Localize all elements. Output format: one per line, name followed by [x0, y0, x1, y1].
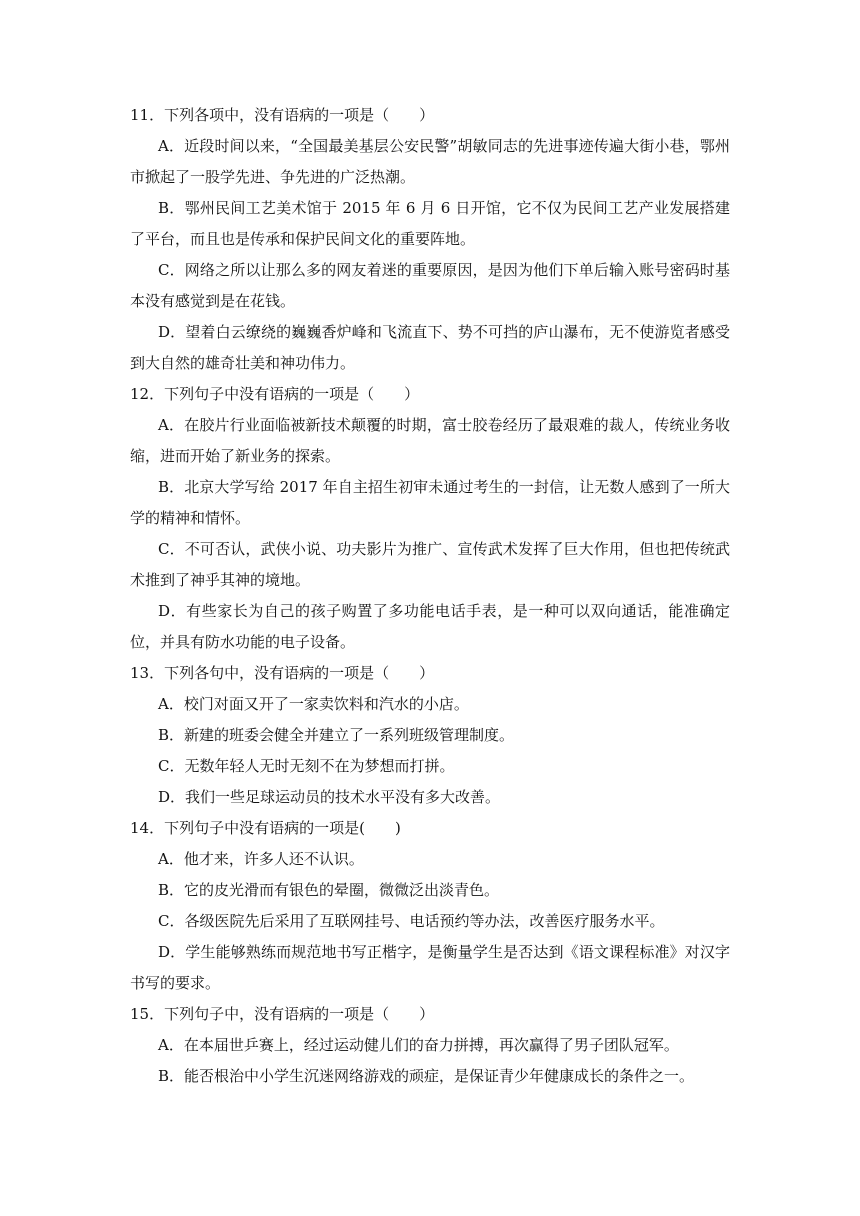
option-d: D．有些家长为自己的孩子购置了多功能电话手表，是一种可以双向通话，能准确定位，并具有防水功能的电子设备。 — [130, 602, 730, 651]
question-15 — [130, 999, 730, 1092]
question-stem: 12．下列句子中没有语病的一项是（ ） — [130, 385, 420, 403]
option-c: C．网络之所以让那么多的网友着迷的重要原因，是因为他们下单后输入账号密码时基本没有感觉到是在花钱。 — [130, 261, 730, 310]
option-d: D．望着白云缭绕的巍巍香炉峰和飞流直下、势不可挡的庐山瀑布，无不使游览者感受到大自然的雄奇壮美和神功伟力。 — [130, 323, 730, 372]
option-b: B．鄂州民间工艺美术馆于 2015 年 6 月 6 日开馆，它不仅为民间工艺产业发展搭建了平台，而且也是传承和保护民间文化的重要阵地。 — [130, 199, 730, 248]
question-14 — [130, 813, 730, 999]
document-page — [130, 100, 730, 1092]
option-a: A．近段时间以来，“全国最美基层公安民警”胡敏同志的先进事迹传遍大街小巷，鄂州市掀起了一股学先进、争先进的广泛热潮。 — [130, 137, 730, 186]
option-c: C．无数年轻人无时无刻不在为梦想而打拼。 — [158, 757, 455, 775]
option-c: C．各级医院先后采用了互联网挂号、电话预约等办法，改善医疗服务水平。 — [158, 912, 665, 930]
option-b: B．新建的班委会健全并建立了一系列班级管理制度。 — [158, 726, 515, 744]
option-b: B．它的皮光滑而有银色的晕圈，微微泛出淡青色。 — [158, 881, 500, 899]
option-d: D．学生能够熟练而规范地书写正楷字，是衡量学生是否达到《语文课程标准》对汉字书写的要求。 — [130, 943, 730, 992]
option-b: B．能否根治中小学生沉迷网络游戏的顽症，是保证青少年健康成长的条件之一。 — [158, 1067, 695, 1085]
option-a: A．在胶片行业面临被新技术颠覆的时期，富士胶卷经历了最艰难的裁人，传统业务收缩，进而开始了新业务的探索。 — [130, 416, 730, 465]
option-b: B．北京大学写给 2017 年自主招生初审未通过考生的一封信，让无数人感到了一所大学的精神和情怀。 — [130, 478, 730, 527]
question-12 — [130, 379, 730, 658]
question-stem: 11．下列各项中，没有语病的一项是（ ） — [130, 106, 435, 124]
option-a: A．他才来，许多人还不认识。 — [158, 850, 364, 868]
option-d: D．我们一些足球运动员的技术水平没有多大改善。 — [158, 788, 501, 806]
option-a: A．在本届世乒赛上，经过运动健儿们的奋力拼搏，再次赢得了男子团队冠军。 — [158, 1036, 679, 1054]
option-c: C．不可否认，武侠小说、功夫影片为推广、宣传武术发挥了巨大作用，但也把传统武术推到了神乎其神的境地。 — [130, 540, 730, 589]
question-stem: 14．下列句子中没有语病的一项是( ) — [130, 819, 401, 837]
question-stem: 15．下列句子中，没有语病的一项是（ ） — [130, 1005, 435, 1023]
question-11 — [130, 100, 730, 379]
option-a: A．校门对面又开了一家卖饮料和汽水的小店。 — [158, 695, 469, 713]
question-13 — [130, 658, 730, 813]
question-stem: 13．下列各句中，没有语病的一项是（ ） — [130, 664, 435, 682]
